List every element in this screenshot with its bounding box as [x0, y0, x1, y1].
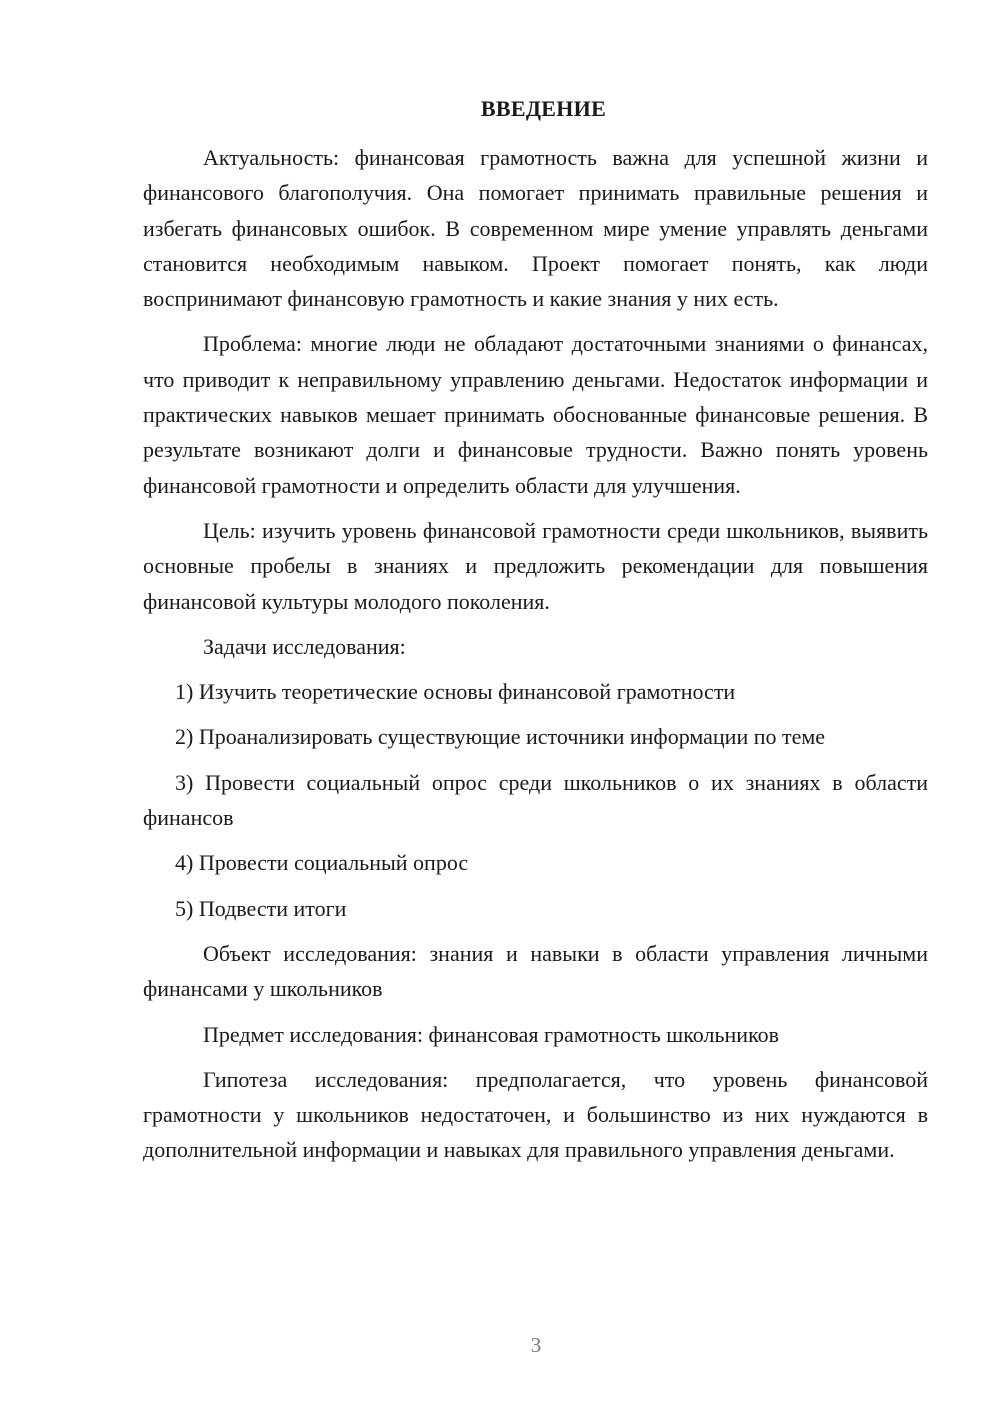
- hypothesis-paragraph: Гипотеза исследования: предполагается, что уровень финансовой грамотности у школьников недостаточен, и большинство из них нуждаются в дополнительной информации и навыках для правильного управления деньгами.: [143, 1066, 928, 1163]
- task-item-5: 5) Подвести итоги: [175, 895, 347, 921]
- object-paragraph: Объект исследования: знания и навыки в области управления личными финансами у школьников: [143, 940, 928, 1002]
- task-item-4: 4) Провести социальный опрос: [175, 850, 469, 876]
- page-number: 3: [530, 1333, 542, 1357]
- subject-paragraph: Предмет исследования: финансовая грамотность школьников: [203, 1021, 780, 1047]
- task-item-2: 2) Проанализировать существующие источники информации по теме: [175, 724, 826, 750]
- document-page: [143, 96, 928, 1178]
- goal-paragraph: Цель: изучить уровень финансовой грамотности среди школьников, выявить основные пробелы в знаниях и предложить рекомендации для повышения финансовой культуры молодого поколения.: [143, 517, 928, 614]
- section-title: ВВЕДЕНИЕ: [480, 96, 607, 121]
- tasks-heading: Задачи исследования:: [203, 633, 406, 659]
- relevance-paragraph: Актуальность: финансовая грамотность важна для успешной жизни и финансового благополучия. Она помогает принимать правильные решения и избегать финансовых ошибок. В современном мире умение управлять деньгами становится необходимым навыком. Проект помогает понять, как люди воспринимают финансовую грамотность и какие знания у них есть.: [143, 145, 928, 312]
- task-item-1: 1) Изучить теоретические основы финансовой грамотности: [175, 679, 736, 705]
- task-item-3: 3) Провести социальный опрос среди школьников о их знаниях в области финансов: [143, 769, 928, 831]
- problem-paragraph: Проблема: многие люди не обладают достаточными знаниями о финансах, что приводит к неправильному управлению деньгами. Недостаток информации и практических навыков мешает принимать обоснованные финансовые решения. В результате возникают долги и финансовые трудности. Важно понять уровень финансовой грамотности и определить области для улучшения.: [143, 331, 928, 498]
